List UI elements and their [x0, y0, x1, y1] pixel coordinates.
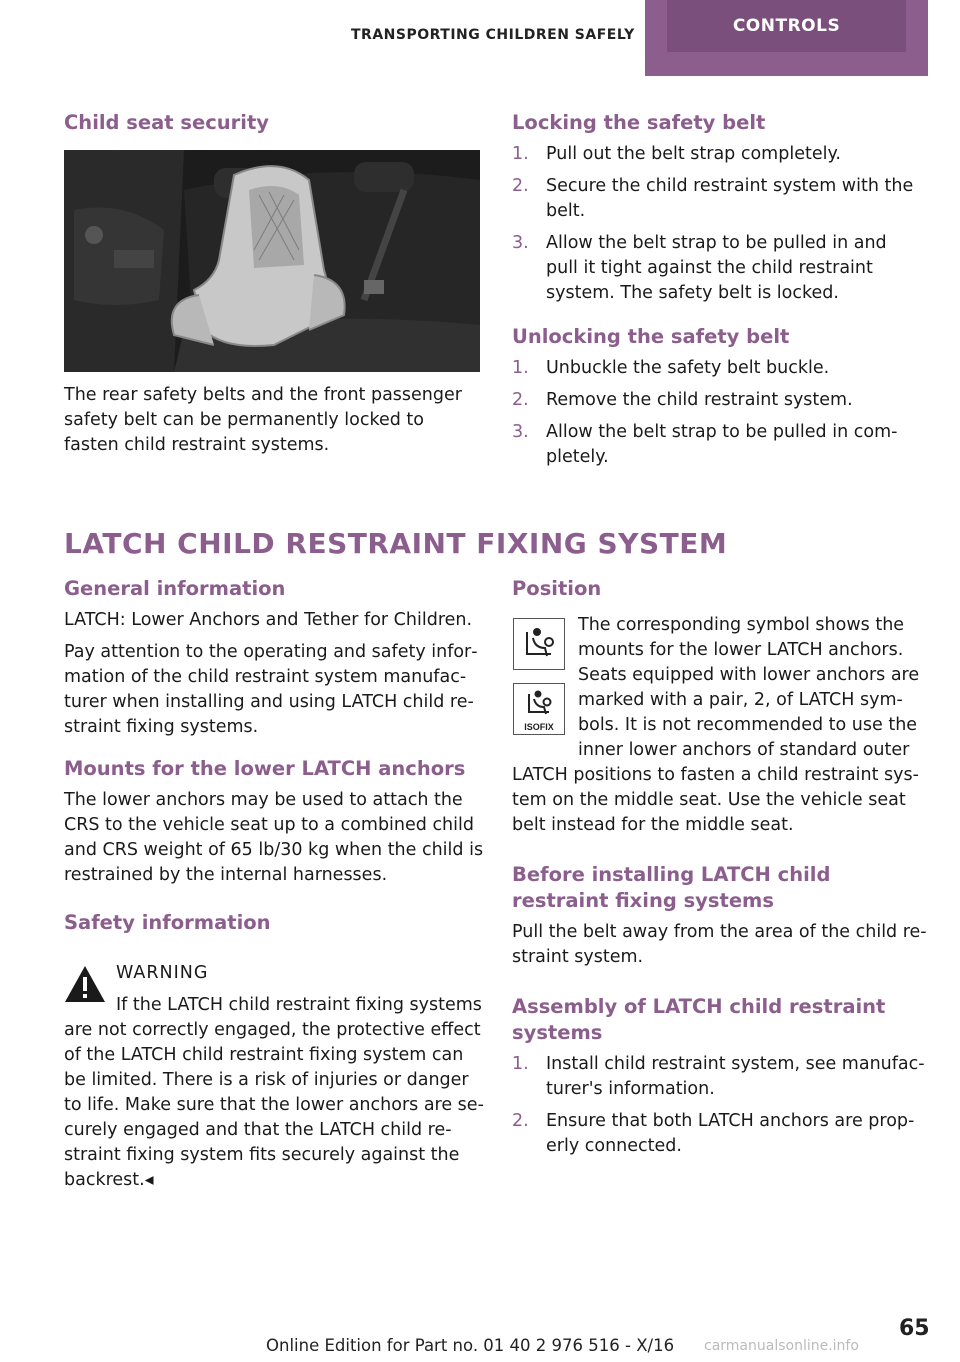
general-info-p2: Pay attention to the operating and safety infor‐ mation of the child restraint system manufac‐ turer when installing and using LATCH child re‐ straint fixing systems. — [64, 642, 478, 737]
locking-steps — [512, 142, 924, 306]
isofix-symbol-icon — [513, 683, 565, 735]
step-number: 2. — [512, 176, 529, 196]
edition-footer: Online Edition for Part no. 01 40 2 976 516 - X/16 — [266, 1336, 675, 1355]
position-line-4: marked with a pair, 2, of LATCH sym‐ — [578, 690, 903, 710]
unlocking-steps — [512, 356, 924, 470]
position-heading-block — [512, 576, 932, 602]
warning-text-para — [64, 993, 484, 1193]
position-line-6: inner lower anchors of standard outer — [578, 740, 910, 760]
step-text: Pull out the belt strap completely. — [546, 144, 841, 164]
position-line-5: bols. It is not recommended to use the — [578, 715, 918, 735]
page-number: 65 — [899, 1316, 930, 1341]
chapter-tab-label: CONTROLS — [667, 0, 906, 52]
warning-text: If the LATCH child restraint fixing systems are not correctly engaged, the protective effect of the LATCH child restraint fixing system can be limited. There is a risk of injuries or danger to life. Make sure that the lower anchors are se‐ curely engaged and that the LATCH child re‐ straint fixing system fits securely against the backrest. — [64, 995, 484, 1190]
step-text: Allow the belt strap to be pulled in com‐ pletely. — [546, 422, 898, 467]
warning-label-block — [116, 961, 486, 986]
list-item — [512, 231, 924, 306]
child-seat-text: The rear safety belts and the front passenger safety belt can be permanently locked to fasten child restraint systems. — [64, 385, 462, 455]
step-text: Install child restraint system, see manufac‐ turer's information. — [546, 1054, 925, 1099]
child-seat-text-block — [64, 383, 484, 458]
step-number: 3. — [512, 233, 529, 253]
mounts-heading: Mounts for the lower LATCH anchors — [64, 757, 466, 780]
before-installing-heading: Before installing LATCH child restraint fixing systems — [512, 863, 831, 912]
step-text: Ensure that both LATCH anchors are prop‐ erly connected. — [546, 1111, 915, 1156]
step-text: Secure the child restraint system with the belt. — [546, 176, 914, 221]
mounts-text: The lower anchors may be used to attach the CRS to the vehicle seat up to a combined child and CRS weight of 65 lb/30 kg when the child is restrained by the internal harnesses. — [64, 790, 484, 885]
latch-left-column — [64, 576, 484, 936]
step-number: 2. — [512, 1111, 529, 1131]
step-text: Remove the child restraint system. — [546, 390, 853, 410]
step-number: 2. — [512, 390, 529, 410]
general-info-p1: LATCH: Lower Anchors and Tether for Children. — [64, 610, 473, 630]
child-seat-section — [64, 110, 484, 136]
position-line-2: mounts for the lower LATCH anchors. — [578, 640, 904, 660]
position-heading: Position — [512, 577, 602, 600]
list-item — [512, 1109, 932, 1159]
warning-label: WARNING — [116, 963, 209, 983]
step-number: 3. — [512, 422, 529, 442]
position-text-indented-block — [578, 613, 932, 763]
locking-heading: Locking the safety belt — [512, 111, 766, 134]
position-text-rest: LATCH positions to fasten a child restraint sys‐ tem on the middle seat. Use the vehicle seat belt instead for the middle seat. — [512, 765, 919, 835]
safety-info-heading: Safety information — [64, 911, 271, 934]
isofix-label: ISOFIX — [524, 722, 554, 732]
running-header: TRANSPORTING CHILDREN SAFELY — [351, 27, 635, 43]
chapter-tab — [645, 0, 928, 76]
step-number: 1. — [512, 358, 529, 378]
latch-symbol-icon — [513, 618, 565, 670]
list-item — [512, 174, 924, 224]
list-item — [512, 388, 924, 413]
child-seat-photo — [64, 150, 480, 372]
end-mark: ◂ — [144, 1170, 154, 1190]
assembly-heading: Assembly of LATCH child restraint systems — [512, 995, 886, 1044]
locking-section — [512, 110, 924, 477]
latch-section-title: LATCH CHILD RESTRAINT FIXING SYSTEM — [64, 527, 728, 560]
step-number: 1. — [512, 1054, 529, 1074]
step-number: 1. — [512, 144, 529, 164]
general-info-heading: General information — [64, 577, 286, 600]
list-item — [512, 356, 924, 381]
before-installing-text: Pull the belt away from the area of the child re‐ straint system. — [512, 922, 927, 967]
child-seat-heading: Child seat security — [64, 111, 270, 134]
position-line-1: The corresponding symbol shows the — [578, 615, 905, 635]
list-item — [512, 142, 924, 167]
unlocking-heading: Unlocking the safety belt — [512, 325, 790, 348]
assembly-steps — [512, 1052, 932, 1159]
list-item — [512, 1052, 932, 1102]
warning-text-block — [64, 993, 484, 1193]
list-item — [512, 420, 924, 470]
step-text: Unbuckle the safety belt buckle. — [546, 358, 830, 378]
latch-right-column — [512, 763, 932, 1166]
watermark: carmanualsonline.info — [704, 1338, 859, 1354]
position-line-3: Seats equipped with lower anchors are — [578, 665, 920, 685]
step-text: Allow the belt strap to be pulled in and pull it tight against the child restraint system. The safety belt is locked. — [546, 233, 887, 303]
